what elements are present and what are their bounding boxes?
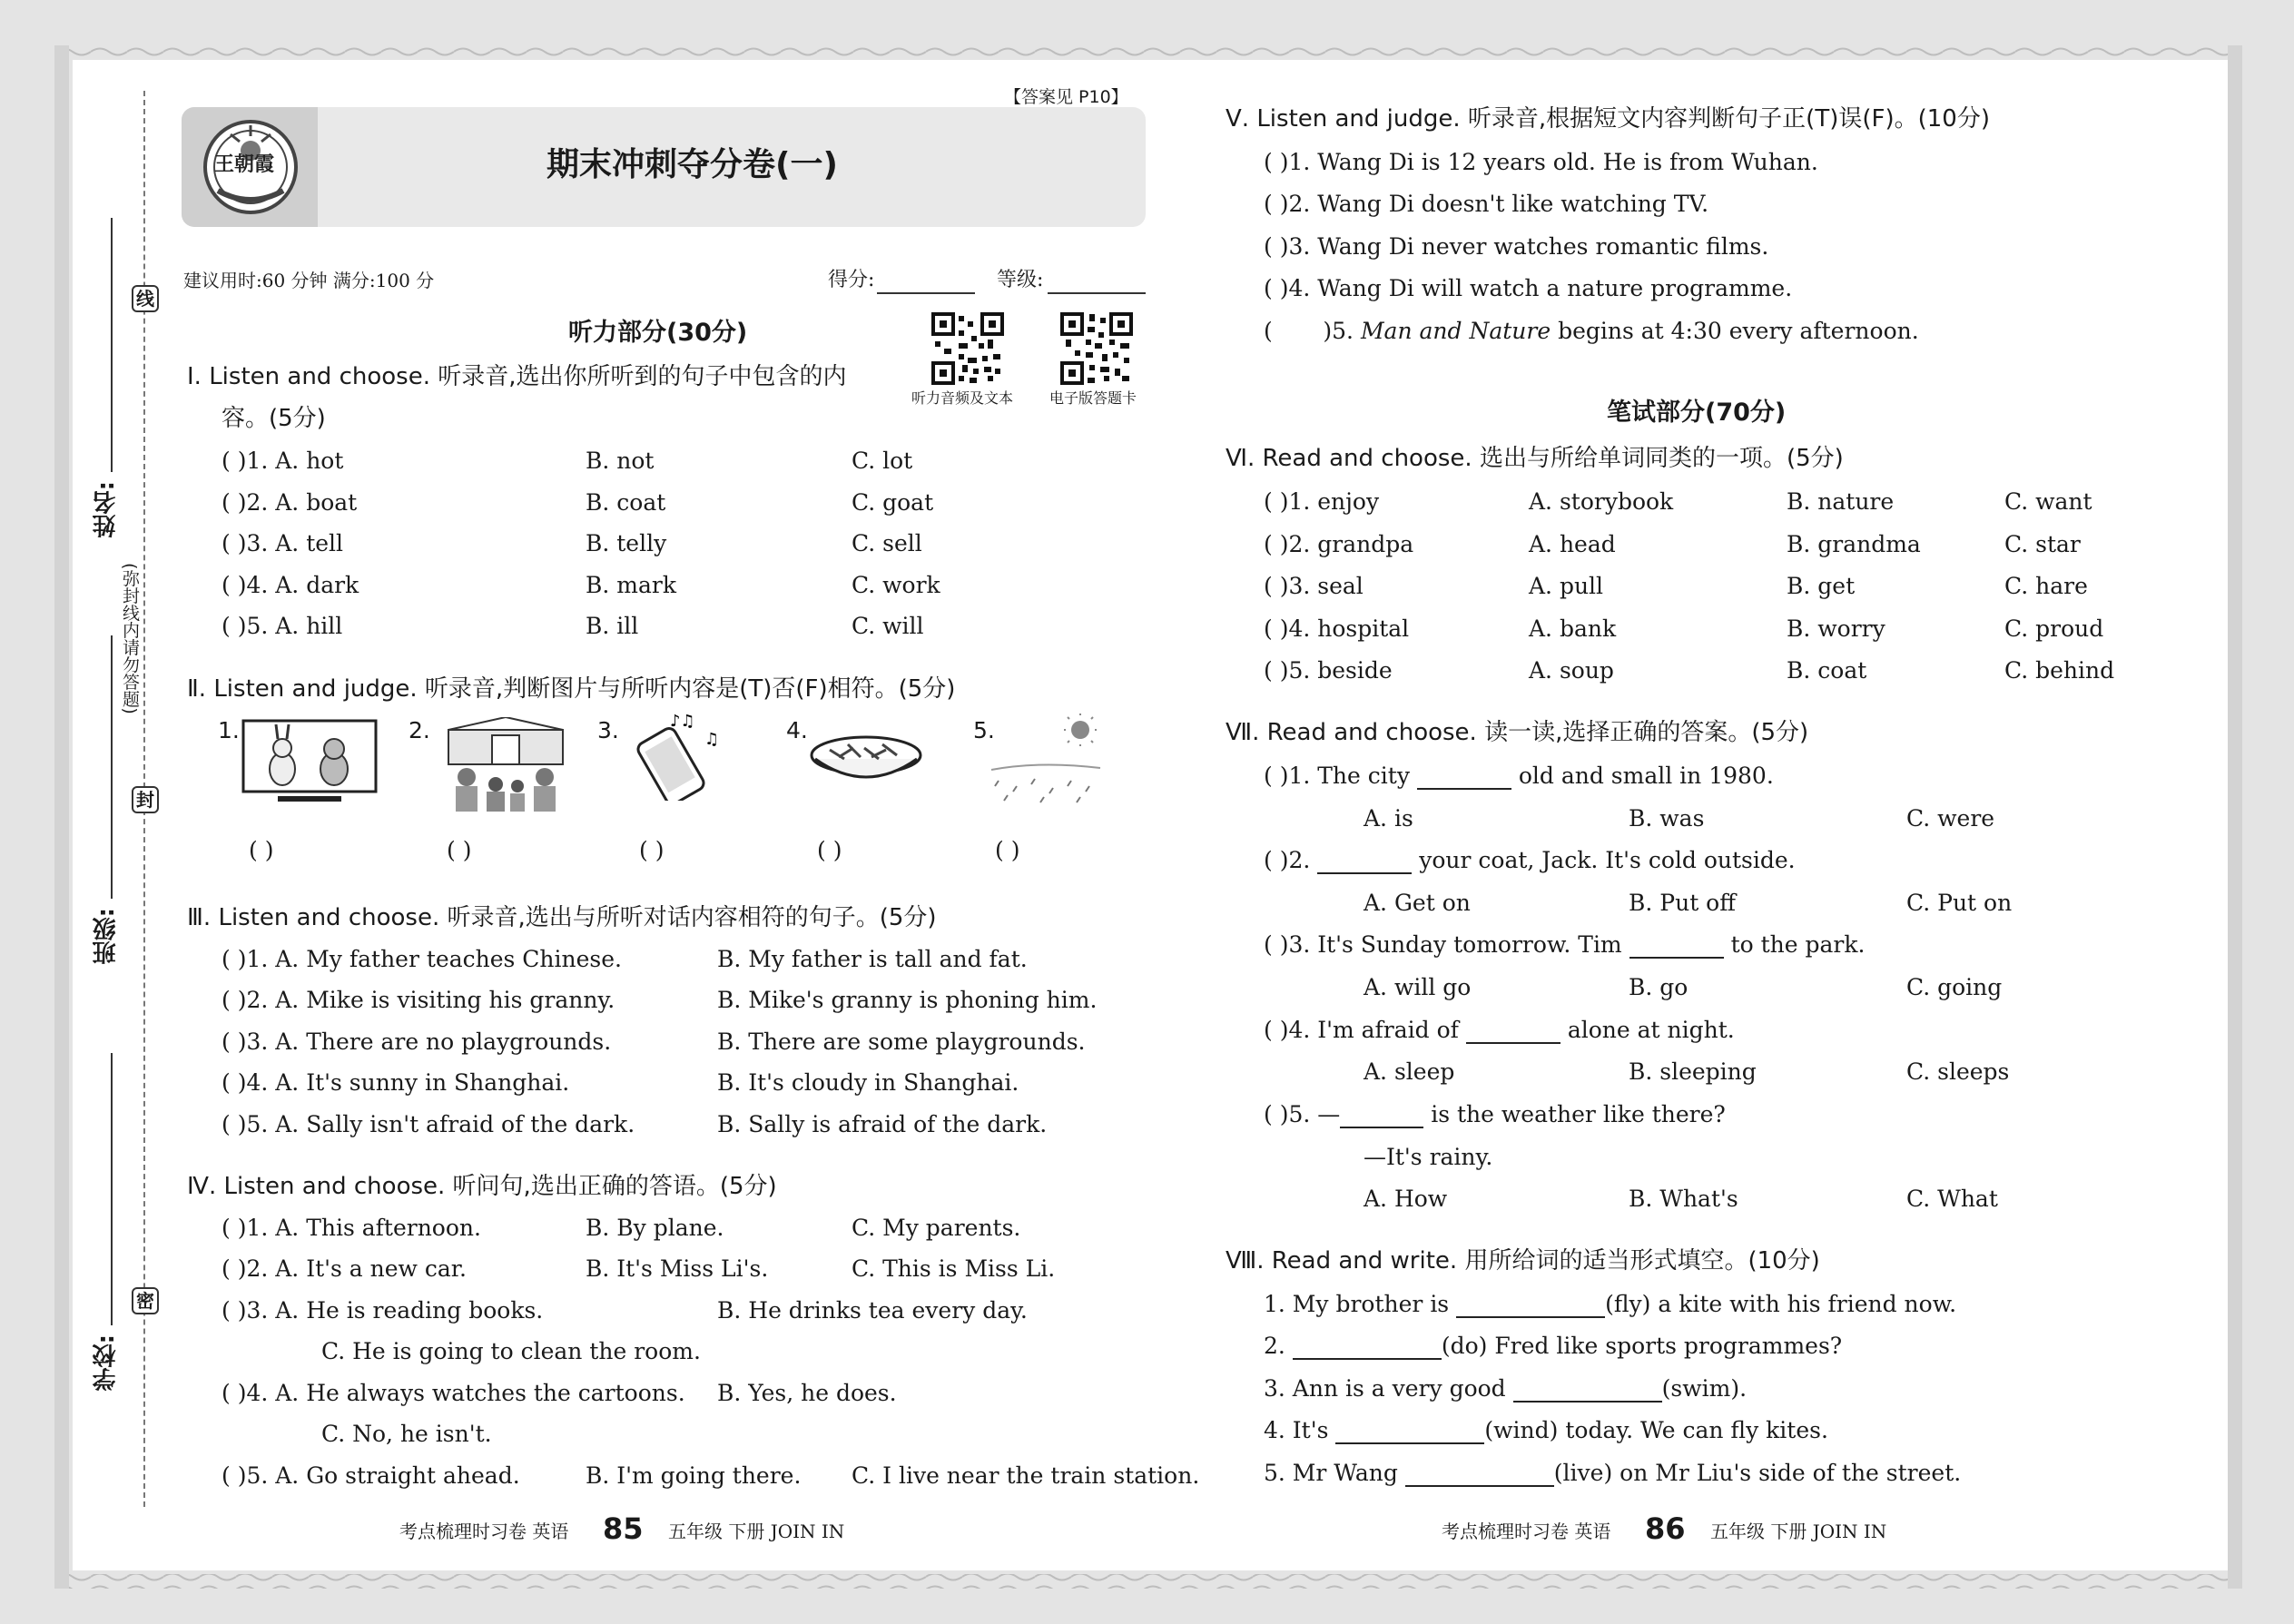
svg-text:♪♫: ♪♫ xyxy=(670,714,695,731)
sec2-num-4: 4. xyxy=(786,717,808,743)
sec8-q1 xyxy=(1264,1291,1956,1318)
sec8-q1-blank[interactable] xyxy=(1456,1293,1605,1318)
sec7-q4-post: alone at night. xyxy=(1567,1017,1735,1043)
sec7-title: Ⅶ. Read and choose. 读一读,选择正确的答案。(5分) xyxy=(1226,719,1809,746)
logo-text: 王朝霞 xyxy=(214,153,275,176)
sec2-num-5: 5. xyxy=(973,717,995,743)
sec7-q4-blank[interactable] xyxy=(1466,1019,1561,1044)
sec7-q5-b: B. What's xyxy=(1629,1186,1738,1212)
name-field[interactable] xyxy=(111,218,113,472)
sec7-q2-b: B. Put off xyxy=(1629,890,1736,916)
sec3-q2[interactable]: ( )2. A. Mike is visiting his granny. xyxy=(222,987,615,1013)
sec6-q5-b: B. coat xyxy=(1787,657,1867,684)
sec7-q1-b: B. was xyxy=(1629,805,1705,832)
sec4-title: Ⅳ. Listen and choose. 听问句,选出正确的答语。(5分) xyxy=(187,1173,777,1200)
footer-right-series: 考点梳理时习卷 英语 xyxy=(1442,1521,1611,1542)
sec7-q2[interactable] xyxy=(1264,847,1796,874)
sec4-q1-c: C. My parents. xyxy=(852,1215,1021,1241)
page-title: 期末冲刺夺分卷(一) xyxy=(546,146,838,183)
sec1-q2-b: B. coat xyxy=(586,489,666,516)
sec1-q5[interactable]: ( )5. A. hill xyxy=(222,613,343,639)
sec7-q5-post: is the weather like there? xyxy=(1431,1101,1726,1127)
sec6-q3[interactable]: ( )3. seal xyxy=(1264,573,1364,599)
sec7-q4-a: A. sleep xyxy=(1364,1058,1455,1085)
sec3-q3[interactable]: ( )3. A. There are no playgrounds. xyxy=(222,1029,612,1055)
sec2-num-3: 3. xyxy=(597,717,619,743)
sec2-answer-3[interactable]: ( ) xyxy=(639,837,665,863)
sec8-q3-post: (swim). xyxy=(1661,1375,1748,1402)
grade-field[interactable] xyxy=(1048,292,1146,294)
qr-label-answer-sheet: 电子版答题卡 xyxy=(1049,389,1137,407)
sec5-q1[interactable]: ( )1. Wang Di is 12 years old. He is from Wuhan. xyxy=(1264,149,1818,175)
sec7-q5-pre: ( )5. — xyxy=(1264,1101,1341,1127)
score-field[interactable] xyxy=(877,292,975,294)
sec7-q3-blank[interactable] xyxy=(1629,933,1724,959)
sec5-q5-prefix: ( )5. xyxy=(1264,318,1361,344)
sec3-q5[interactable]: ( )5. A. Sally isn't afraid of the dark. xyxy=(222,1111,635,1137)
sec5-title: Ⅴ. Listen and judge. 听录音,根据短文内容判断句子正(T)误(F)。(10分) xyxy=(1226,105,1990,133)
sec7-q3-a: A. will go xyxy=(1364,974,1472,1000)
sec2-answer-5[interactable]: ( ) xyxy=(995,837,1020,863)
sec7-q1-c: C. were xyxy=(1906,805,1995,832)
sec5-q5-programme: Man and Nature xyxy=(1360,318,1551,344)
sec4-q2-b: B. It's Miss Li's. xyxy=(586,1255,769,1282)
sec4-q2-c: C. This is Miss Li. xyxy=(852,1255,1056,1282)
sec4-q3[interactable]: ( )3. A. He is reading books. xyxy=(222,1297,544,1324)
sec8-q3 xyxy=(1264,1375,1747,1403)
sec8-q3-blank[interactable] xyxy=(1513,1377,1662,1403)
sec1-title: Ⅰ. Listen and choose. 听录音,选出你所听到的句子中包含的内 xyxy=(187,363,847,390)
school-label: 学校: xyxy=(93,1334,120,1392)
sec1-q1-b: B. not xyxy=(586,448,655,474)
sec6-q2-c: C. star xyxy=(2004,531,2081,557)
sec7-q3-post: to the park. xyxy=(1730,931,1866,958)
sec6-q1-a: A. storybook xyxy=(1529,488,1674,515)
sec1-title-cont: 容。(5分) xyxy=(222,405,326,432)
grade-label: 等级: xyxy=(997,269,1044,291)
qr-label-audio: 听力音频及文本 xyxy=(911,389,1014,407)
sec3-q4[interactable]: ( )4. A. It's sunny in Shanghai. xyxy=(222,1069,570,1096)
sec1-q2[interactable]: ( )2. A. boat xyxy=(222,489,358,516)
sec1-q2-c: C. goat xyxy=(852,489,934,516)
class-label: 班级: xyxy=(93,908,120,965)
sec1-q1-c: C. lot xyxy=(852,448,913,474)
sec2-answer-4[interactable]: ( ) xyxy=(817,837,842,863)
sec4-q5-b: B. I'm going there. xyxy=(586,1462,802,1489)
binding-mark-dense: 密 xyxy=(132,1287,159,1314)
sec3-q3-b: B. There are some playgrounds. xyxy=(717,1029,1086,1055)
sec7-q5[interactable] xyxy=(1264,1101,1726,1128)
sec4-q4[interactable]: ( )4. A. He always watches the cartoons. xyxy=(222,1380,685,1406)
sec7-q4-b: B. sleeping xyxy=(1629,1058,1757,1085)
sec6-q5-c: C. behind xyxy=(2004,657,2115,684)
answer-reference: 【答案见 P10】 xyxy=(1004,87,1128,107)
sec7-q1-pre: ( )1. The city xyxy=(1264,763,1410,789)
sec4-q1-b: B. By plane. xyxy=(586,1215,724,1241)
sec7-q3-pre: ( )3. It's Sunday tomorrow. Tim xyxy=(1264,931,1622,958)
sec2-num-1: 1. xyxy=(218,717,240,743)
sec7-q2-pre: ( )2. xyxy=(1264,847,1311,873)
binding-mark-seal: 封 xyxy=(132,786,159,813)
sec7-q1-post: old and small in 1980. xyxy=(1518,763,1774,789)
sec1-q4-b: B. mark xyxy=(586,572,676,598)
footer-right-grade: 五年级 下册 JOIN IN xyxy=(1710,1521,1887,1542)
sec1-q3-c: C. sell xyxy=(852,530,922,556)
sec8-q2-pre: 2. xyxy=(1264,1333,1285,1359)
sec8-q4 xyxy=(1264,1417,1828,1444)
page-number-right: 86 xyxy=(1645,1511,1686,1546)
sec3-q1-b: B. My father is tall and fat. xyxy=(717,946,1028,972)
sec6-q3-b: B. get xyxy=(1787,573,1856,599)
sec8-q4-blank[interactable] xyxy=(1335,1419,1484,1444)
sec7-q2-post: your coat, Jack. It's cold outside. xyxy=(1419,847,1796,873)
footer-left-grade: 五年级 下册 JOIN IN xyxy=(668,1521,845,1542)
sec7-q4[interactable] xyxy=(1264,1017,1735,1044)
sec6-q4-b: B. worry xyxy=(1787,615,1885,642)
sec2-answer-1[interactable]: ( ) xyxy=(249,837,274,863)
qr-code-audio[interactable] xyxy=(931,312,1004,385)
sec1-q5-b: B. ill xyxy=(586,613,639,639)
sec8-q2-blank[interactable] xyxy=(1293,1334,1442,1360)
sec3-title: Ⅲ. Listen and choose. 听录音,选出与所听对话内容相符的句子。(5分) xyxy=(187,904,937,931)
binding-warning: (弥封线内请勿答题) xyxy=(120,563,140,714)
sec4-q4-b: B. Yes, he does. xyxy=(717,1380,897,1406)
class-field[interactable] xyxy=(111,635,113,899)
sec2-title: Ⅱ. Listen and judge. 听录音,判断图片与所听内容是(T)否(F)相符。(5分) xyxy=(187,675,956,703)
sec7-q3-c: C. going xyxy=(1906,974,2003,1000)
sec1-q5-c: C. will xyxy=(852,613,924,639)
sec5-q2[interactable]: ( )2. Wang Di doesn't like watching TV. xyxy=(1264,191,1709,217)
phone-music-picture xyxy=(630,714,730,801)
sec8-q5-blank[interactable] xyxy=(1405,1462,1554,1487)
sec8-q5-pre: 5. Mr Wang xyxy=(1264,1460,1398,1486)
sec7-q1-blank[interactable] xyxy=(1417,764,1511,790)
sec1-q1[interactable]: ( )1. A. hot xyxy=(222,448,344,474)
sec1-q4[interactable]: ( )4. A. dark xyxy=(222,572,359,598)
sec6-q3-a: A. pull xyxy=(1529,573,1604,599)
family-building-picture xyxy=(439,717,572,813)
sec7-q5-a: A. How xyxy=(1364,1186,1448,1212)
sec3-q2-b: B. Mike's granny is phoning him. xyxy=(717,987,1098,1013)
sec8-q5 xyxy=(1264,1460,1961,1487)
page-number-left: 85 xyxy=(603,1511,644,1546)
sec8-q2-post: (do) Fred like sports programmes? xyxy=(1441,1333,1843,1359)
sec7-q4-pre: ( )4. I'm afraid of xyxy=(1264,1017,1459,1043)
sec6-q2-b: B. grandma xyxy=(1787,531,1921,557)
sec3-q5-b: B. Sally is afraid of the dark. xyxy=(717,1111,1048,1137)
sec6-q5[interactable]: ( )5. beside xyxy=(1264,657,1393,684)
sec6-q3-c: C. hare xyxy=(2004,573,2088,599)
listening-heading: 听力部分(30分) xyxy=(568,319,748,347)
sec4-q4-c: C. No, he isn't. xyxy=(321,1421,492,1447)
sec1-q4-c: C. work xyxy=(852,572,940,598)
sec4-q3-c: C. He is going to clean the room. xyxy=(321,1338,701,1364)
sec5-q5[interactable] xyxy=(1264,318,1919,345)
sec7-q5-blank[interactable] xyxy=(1340,1103,1423,1128)
weather-scene-picture xyxy=(986,714,1104,808)
sec7-q5-c: C. What xyxy=(1906,1186,1998,1212)
food-bowl-picture xyxy=(808,732,926,786)
sec7-q2-a: A. Get on xyxy=(1364,890,1471,916)
sec5-q3[interactable]: ( )3. Wang Di never watches romantic films. xyxy=(1264,233,1769,260)
sec2-answer-2[interactable]: ( ) xyxy=(447,837,472,863)
sec6-q1-c: C. want xyxy=(2004,488,2092,515)
sec7-q5-reply: —It's rainy. xyxy=(1364,1144,1493,1170)
sec1-q3[interactable]: ( )3. A. tell xyxy=(222,530,344,556)
sec7-q3-b: B. go xyxy=(1629,974,1689,1000)
sec2-num-2: 2. xyxy=(409,717,430,743)
sec8-q5-post: (live) on Mr Liu's side of the street. xyxy=(1553,1460,1962,1486)
sec4-q2[interactable]: ( )2. A. It's a new car. xyxy=(222,1255,467,1282)
score-label: 得分: xyxy=(828,269,875,291)
sec1-q3-b: B. telly xyxy=(586,530,667,556)
sec4-q5-c: C. I live near the train station. xyxy=(852,1462,1200,1489)
sec8-q2 xyxy=(1264,1333,1842,1360)
sec6-q4[interactable]: ( )4. hospital xyxy=(1264,615,1410,642)
sec5-q4[interactable]: ( )4. Wang Di will watch a nature programme. xyxy=(1264,275,1793,301)
svg-text:♫: ♫ xyxy=(704,730,720,749)
tv-cartoon-picture xyxy=(241,719,378,806)
footer-left-series: 考点梳理时习卷 英语 xyxy=(399,1521,569,1542)
sec7-q4-c: C. sleeps xyxy=(1906,1058,2010,1085)
sec6-q2-a: A. head xyxy=(1529,531,1616,557)
sec6-q5-a: A. soup xyxy=(1529,657,1614,684)
sec6-q1[interactable]: ( )1. enjoy xyxy=(1264,488,1380,515)
sec5-q5-suffix: begins at 4:30 every afternoon. xyxy=(1551,318,1919,344)
sec7-q1-a: A. is xyxy=(1364,805,1413,832)
sec6-q4-c: C. proud xyxy=(2004,615,2104,642)
sec6-q1-b: B. nature xyxy=(1787,488,1895,515)
sec8-q4-pre: 4. It's xyxy=(1264,1417,1329,1443)
sec8-q1-pre: 1. My brother is xyxy=(1264,1291,1450,1317)
sec7-q3[interactable] xyxy=(1264,931,1865,959)
sec7-q2-c: C. Put on xyxy=(1906,890,2013,916)
sec3-q1[interactable]: ( )1. A. My father teaches Chinese. xyxy=(222,946,622,972)
time-info: 建议用时:60 分钟 满分:100 分 xyxy=(183,270,435,291)
writing-heading: 笔试部分(70分) xyxy=(1607,399,1787,427)
sec8-q4-post: (wind) today. We can fly kites. xyxy=(1484,1417,1828,1443)
sec4-q5[interactable]: ( )5. A. Go straight ahead. xyxy=(222,1462,520,1489)
name-label: 姓名: xyxy=(93,481,120,538)
qr-code-answer-sheet[interactable] xyxy=(1060,312,1133,385)
sec4-q3-b: B. He drinks tea every day. xyxy=(717,1297,1028,1324)
sec8-q1-post: (fly) a kite with his friend now. xyxy=(1605,1291,1957,1317)
school-field[interactable] xyxy=(111,1053,113,1325)
sec3-q4-b: B. It's cloudy in Shanghai. xyxy=(717,1069,1019,1096)
sec8-title: Ⅷ. Read and write. 用所给词的适当形式填空。(10分) xyxy=(1226,1247,1820,1275)
sec7-q2-blank[interactable] xyxy=(1317,849,1412,874)
sec4-q1[interactable]: ( )1. A. This afternoon. xyxy=(222,1215,481,1241)
sec6-q4-a: A. bank xyxy=(1529,615,1617,642)
sec7-q1[interactable] xyxy=(1264,763,1774,790)
sec6-q2[interactable]: ( )2. grandpa xyxy=(1264,531,1414,557)
binding-mark-line: 线 xyxy=(132,285,159,312)
sec8-q3-pre: 3. Ann is a very good xyxy=(1264,1375,1506,1402)
sec6-title: Ⅵ. Read and choose. 选出与所给单词同类的一项。(5分) xyxy=(1226,445,1844,472)
